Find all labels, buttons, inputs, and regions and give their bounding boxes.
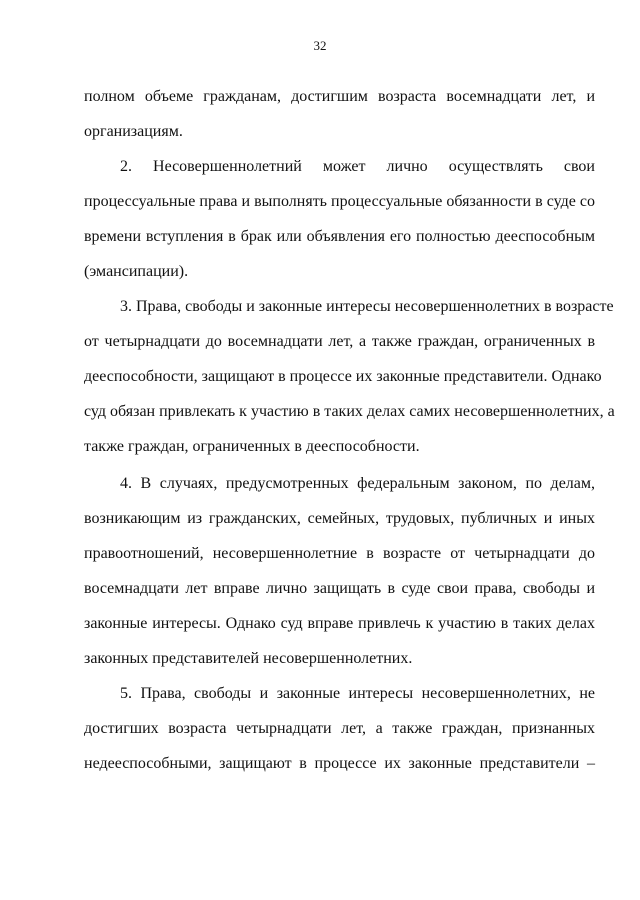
text-line: 3. Права, свободы и законные интересы несовершеннолетних в возрасте bbox=[120, 298, 614, 315]
text-line: законные интересы. Однако суд вправе привлечь к участию в таких делах bbox=[84, 615, 595, 632]
text-line: также граждан, ограниченных в дееспособности. bbox=[84, 438, 420, 455]
text-line: 5. Права, свободы и законные интересы несовершеннолетних, не bbox=[120, 685, 595, 702]
text-line: восемнадцати лет вправе лично защищать в суде свои права, свободы и bbox=[84, 580, 595, 597]
text-line: 4. В случаях, предусмотренных федеральным законом, по делам, bbox=[120, 475, 595, 492]
text-line: возникающим из гражданских, семейных, трудовых, публичных и иных bbox=[84, 510, 595, 527]
text-line: (эмансипации). bbox=[84, 263, 189, 280]
page-number: 32 bbox=[313, 38, 327, 53]
text-line: законных представителей несовершеннолетних. bbox=[84, 650, 413, 667]
text-line: от четырнадцати до восемнадцати лет, а также граждан, ограниченных в bbox=[84, 333, 595, 350]
text-line: организациям. bbox=[84, 123, 183, 140]
text-line: недееспособными, защищают в процессе их законные представители – bbox=[84, 755, 595, 772]
text-line: процессуальные права и выполнять процессуальные обязанности в суде со bbox=[84, 193, 595, 210]
text-line: 2. Несовершеннолетний может лично осуществлять свои bbox=[120, 158, 595, 175]
text-line: правоотношений, несовершеннолетние в возрасте от четырнадцати до bbox=[84, 545, 595, 562]
text-line: дееспособности, защищают в процессе их законные представители. Однако bbox=[84, 368, 602, 385]
text-line: суд обязан привлекать к участию в таких делах самих несовершеннолетних, а bbox=[84, 403, 615, 420]
text-line: времени вступления в брак или объявления его полностью дееспособным bbox=[84, 228, 595, 245]
text-line: достигших возраста четырнадцати лет, а также граждан, признанных bbox=[84, 720, 595, 737]
text-line: полном объеме гражданам, достигшим возраста восемнадцати лет, и bbox=[84, 88, 595, 105]
